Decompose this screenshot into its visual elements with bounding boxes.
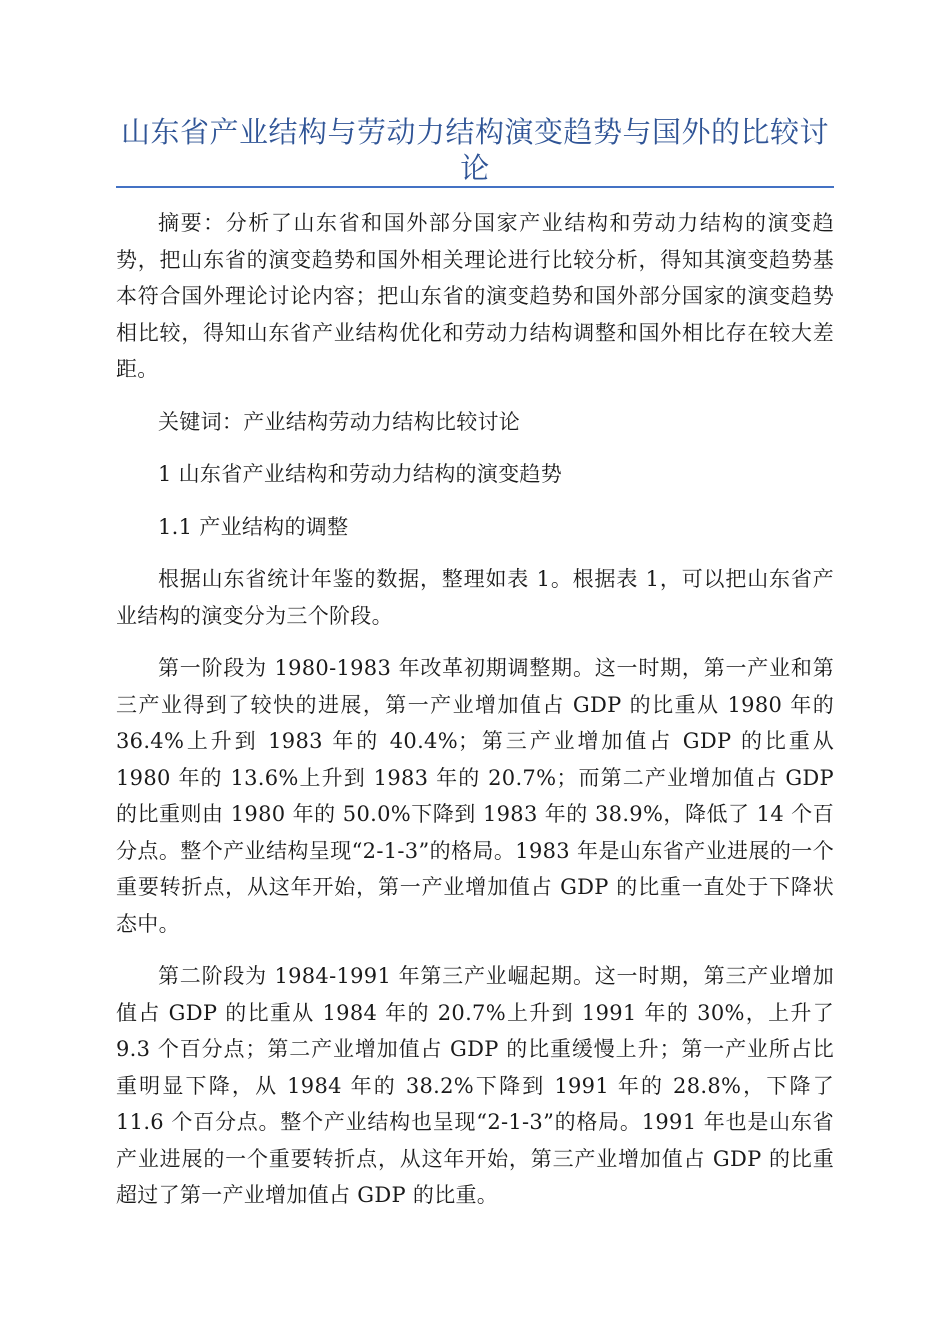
subsection-heading: 1.1 产业结构的调整	[158, 514, 349, 539]
document-body	[116, 205, 834, 1230]
section-heading: 1 山东省产业结构和劳动力结构的演变趋势	[158, 462, 563, 486]
body-paragraph: 第一阶段为 1980-1983 年改革初期调整期。这一时期，第一产业和第三产业得到了较快的进展，第一产业增加值占 GDP 的比重从 1980 年的 36.4%上升到 1983 年的 40.4%；第三产业增加值占 GDP 的比重从 1980 年的 13.6%上升到 1983 年的 20.7%；而第二产业增加值占 GDP 的比重则由 1980 年的 50.0%下降到 1983 年的 38.9%，降低了 14 个百分点。整个产业结构呈现“2-1-3”的格局。1983 年是山东省产业进展的一个重要转折点，从这年开始，第一产业增加值占 GDP 的比重一直处于下降状态中。	[116, 656, 834, 936]
body-paragraph: 第二阶段为 1984-1991 年第三产业崛起期。这一时期，第三产业增加值占 GDP 的比重从 1984 年的 20.7%上升到 1991 年的 30%，上升了 9.3 个百分点；第二产业增加值占 GDP 的比重缓慢上升；第一产业所占比重明显下降，从 1984 年的 38.2%下降到 1991 年的 28.8%，下降了 11.6 个百分点。整个产业结构也呈现“2-1-3”的格局。1991 年也是山东省产业进展的一个重要转折点，从这年开始，第三产业增加值占 GDP 的比重超过了第一产业增加值占 GDP 的比重。	[116, 964, 834, 1207]
title-divider	[116, 186, 834, 188]
abstract-paragraph: 摘要：分析了山东省和国外部分国家产业结构和劳动力结构的演变趋势，把山东省的演变趋势和国外相关理论进行比较分析，得知其演变趋势基本符合国外理论讨论内容；把山东省的演变趋势和国外部分国家的演变趋势相比较，得知山东省产业结构优化和劳动力结构调整和国外相比存在较大差距。	[116, 211, 834, 381]
document-title: 山东省产业结构与劳动力结构演变趋势与国外的比较讨论	[120, 115, 829, 185]
body-paragraph: 根据山东省统计年鉴的数据，整理如表 1。根据表 1，可以把山东省产业结构的演变分为三个阶段。	[116, 567, 834, 628]
keywords-paragraph: 关键词：产业结构劳动力结构比较讨论	[158, 409, 521, 434]
